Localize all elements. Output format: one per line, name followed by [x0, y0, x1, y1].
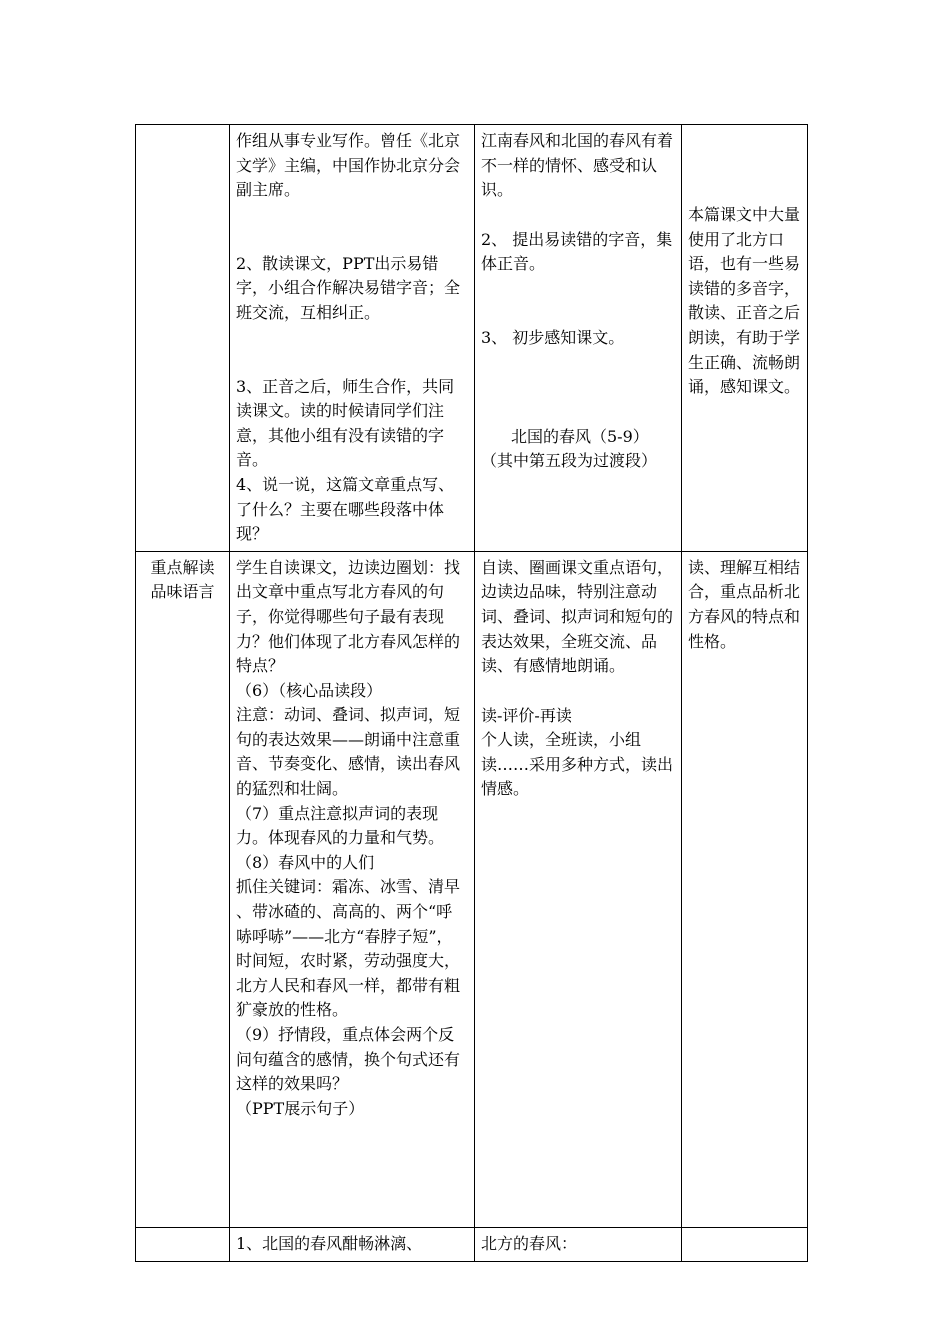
paragraph: 3、正音之后，师生合作，共同读课文。读的时候请同学们注意，其他小组有没有读错的字音。 — [236, 376, 455, 470]
table-row — [136, 551, 808, 1227]
teacher-activity-cell: 1、北国的春风酣畅淋漓、 — [230, 1227, 475, 1261]
teacher-activity-cell — [230, 125, 475, 552]
paragraph: （PPT展示句子） — [236, 1098, 365, 1118]
paragraph: 2、 提出易读错的字音，集体正音。 — [481, 229, 673, 274]
lesson-plan-table — [135, 124, 808, 1262]
paragraph: 3、 初步感知课文。 — [481, 327, 625, 347]
teacher-activity-cell — [230, 551, 475, 1227]
paragraph: 2、散读课文，PPT出示易错字，小组合作解决易错字音；全班交流，互相纠正。 — [236, 253, 461, 322]
student-activity-cell: 北方的春风： — [475, 1227, 682, 1261]
paragraph: 本篇课文中大量使用了北方口语，也有一些易读错的多音字，散读、正音之后朗读，有助于学生正确、流畅朗诵，感知课文。 — [688, 205, 801, 397]
paragraph: 、带冰碴的、高高的、两个“呼哧呼哧”——北方“春脖子短”，时间短，农时紧，劳动强度大，北方人民和春风一样，都带有粗犷豪放的性格。 — [236, 902, 461, 1020]
paragraph: 抓住关键词：霜冻、冰雪、清早 — [236, 877, 461, 897]
paragraph: 作组从事专业写作。曾任《北京文学》主编，中国作协北京分会副主席。 — [236, 131, 461, 200]
student-activity-cell — [475, 125, 682, 552]
table-row — [136, 1227, 808, 1261]
section-label: 品味语言 — [150, 582, 215, 602]
paragraph: （9）抒情段，重点体会两个反问句蕴含的感情，换个句式还有这样的效果吗？ — [236, 1025, 461, 1094]
section-cell — [136, 1227, 230, 1261]
paragraph: 个人读，全班读，小组读……采用多种方式，读出情感。 — [481, 730, 674, 799]
section-label: 重点解读 — [150, 557, 215, 577]
table-row — [136, 125, 808, 552]
paragraph: （6）（核心品读段） — [236, 680, 383, 700]
student-activity-cell — [475, 551, 682, 1227]
section-cell — [136, 551, 230, 1227]
design-intent-cell — [682, 1227, 808, 1261]
paragraph: 4、说一说，这篇文章重点写、了什么？主要在哪些段落中体现？ — [236, 474, 455, 544]
section-cell — [136, 125, 230, 552]
paragraph: 北国的春风（5-9） — [511, 426, 649, 446]
paragraph: （8）春风中的人们 — [236, 852, 375, 872]
paragraph: 读-评价-再读 — [481, 705, 572, 725]
paragraph: （7）重点注意拟声词的表现力。体现春风的力量和气势。 — [236, 803, 445, 848]
paragraph: 学生自读课文，边读边圈划：找出文章中重点写北方春风的句子，你觉得哪些句子最有表现力？他们体现了北方春风怎样的特点？ — [236, 557, 461, 676]
paragraph: （其中第五段为过渡段） — [481, 451, 658, 471]
design-intent-cell — [682, 125, 808, 552]
paragraph: 江南春风和北国的春风有着不一样的情怀、感受和认识。 — [481, 131, 674, 200]
paragraph: 读、理解互相结合，重点品析北方春风的特点和性格。 — [688, 557, 801, 651]
paragraph: 注意：动词、叠词、拟声词，短句的表达效果——朗诵中注意重音、节奏变化、感情，读出春风的猛烈和壮阔。 — [236, 705, 461, 799]
design-intent-cell — [682, 551, 808, 1227]
paragraph: 自读、圈画课文重点语句，边读边品味，特别注意动词、叠词、拟声词和短句的表达效果，全班交流、品读、有感情地朗诵。 — [481, 557, 674, 676]
